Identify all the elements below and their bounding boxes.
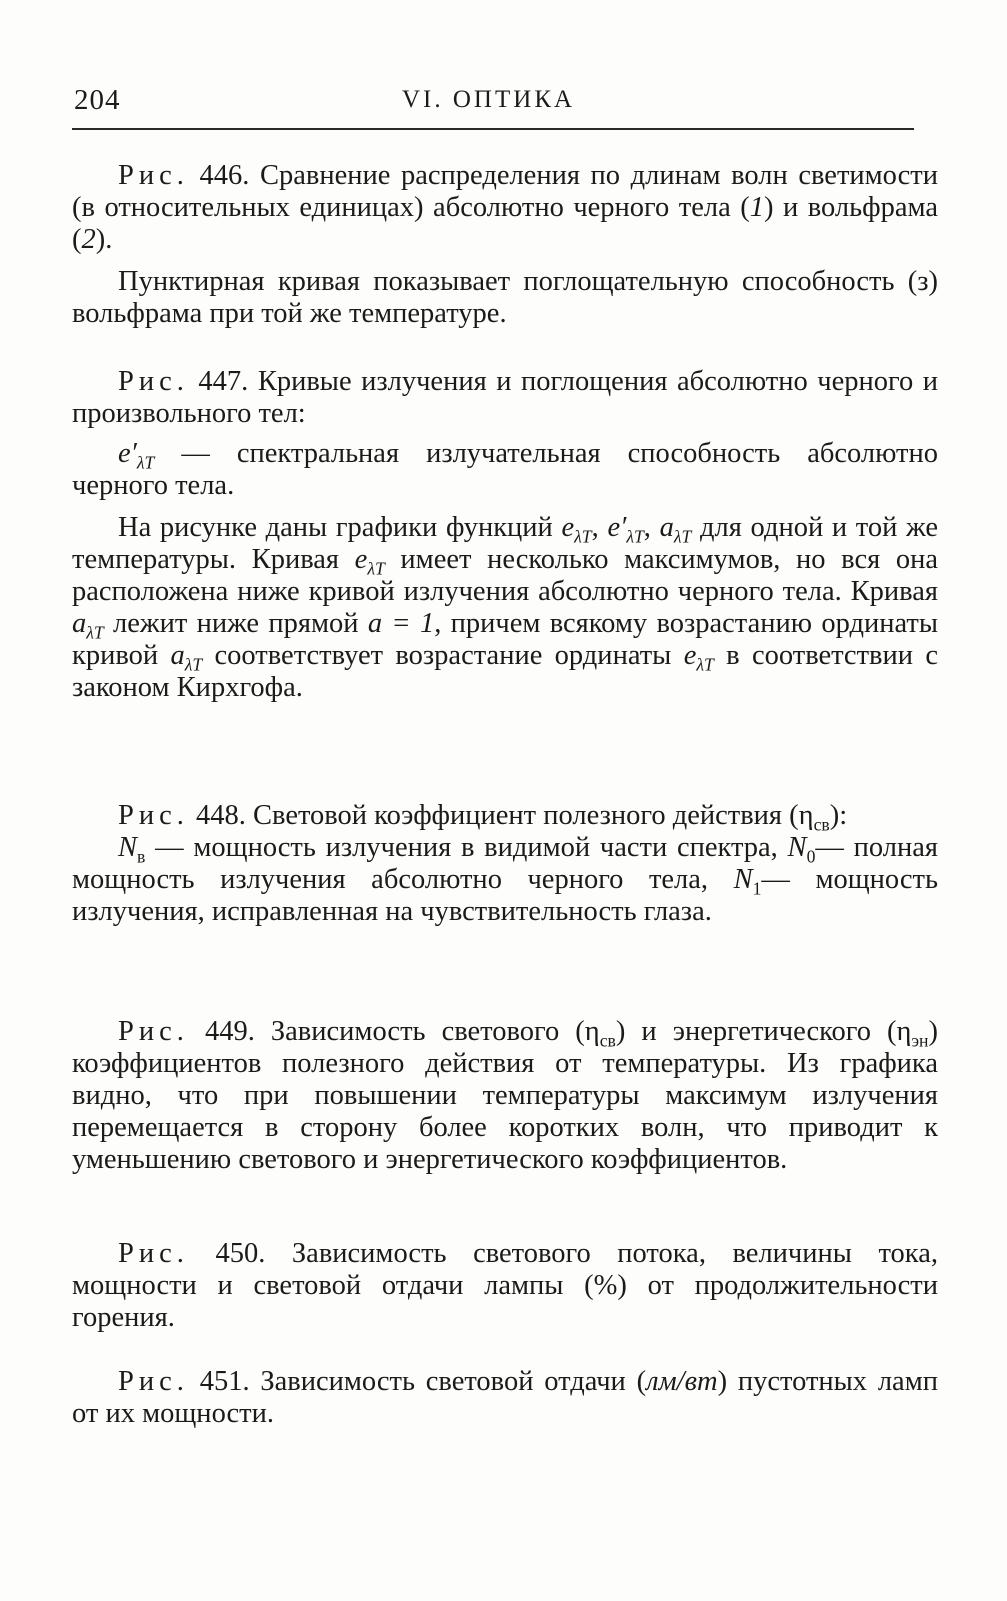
caption-fig-449 <box>72 1016 938 1176</box>
caption-446-note: Пунктирная кривая показывает поглощательную способность (з) вольфрама при той же температуре. <box>72 266 938 329</box>
caption-448-definitions: $N_в$ — мощность излучения в видимой части спектра, $N_0—$ полная мощность излучения абсолютно черного тела, $N_1—$ мощность излучения, исправленная на чувствительность глаза. <box>72 832 938 927</box>
caption-447-definition: $e'_{\lambda T}$ — спектральная излучательная способность абсолютно черного тела. <box>72 438 938 501</box>
caption-fig-450 <box>72 1238 938 1334</box>
caption-448-text: Рис. 448. Световой коэффициент полезного действия $(\eta_{св})$: <box>118 800 848 835</box>
page-header <box>72 78 914 130</box>
running-title: VI. ОПТИКА <box>402 86 576 113</box>
caption-fig-447 <box>72 366 938 704</box>
caption-451-text: Рис. 451. Зависимость световой отдачи (лм/вт) пустотных ламп от их мощности. <box>72 1366 938 1429</box>
page-number: 204 <box>74 84 121 116</box>
caption-fig-448 <box>72 800 938 928</box>
fig-label: Рис. <box>118 160 189 191</box>
caption-fig-451 <box>72 1366 938 1430</box>
caption-446-text: Рис. 446. Сравнение распределения по длинам волн светимости (в относительных единицах) абсолютно черного тела (1) и вольфрама (2). <box>72 160 939 255</box>
caption-450-text: Рис. 450. Зависимость светового потока, величины тока, мощности и световой отдачи лампы (%) от продолжительности горения. <box>72 1238 938 1333</box>
caption-447-body: На рисунке даны графики функций $e_{\lambda T}$, $e'_{\lambda T}$, $a_{\lambda T}$ для одной и той же температуры. Кривая $e_{\lambda T}$ имеет несколько максимумов, но вся она расположена ниже кривой излучения абсолютно черного тела. Кривая $a_{\lambda T}$ лежит ниже прямой a = 1, причем всякому возрастанию ординаты кривой $a_{\lambda T}$ соответствует возрастание ординаты $e_{\lambda T}$ в соответствии с законом Кирхгофа. <box>72 512 939 703</box>
caption-fig-446 <box>72 160 938 330</box>
caption-447-text: Рис. 447. Кривые излучения и поглощения абсолютно черного и произвольного тел: <box>72 366 938 429</box>
caption-449-text: Рис. 449. Зависимость светового $(\eta_{св})$ и энергетического $(\eta_{эн})$ коэффициентов полезного действия от температуры. Из графика видно, что при повышении температуры максимум излучения перемещается в сторону более коротких волн, что приводит к уменьшению светового и энергетического коэффициентов. <box>72 1016 938 1175</box>
